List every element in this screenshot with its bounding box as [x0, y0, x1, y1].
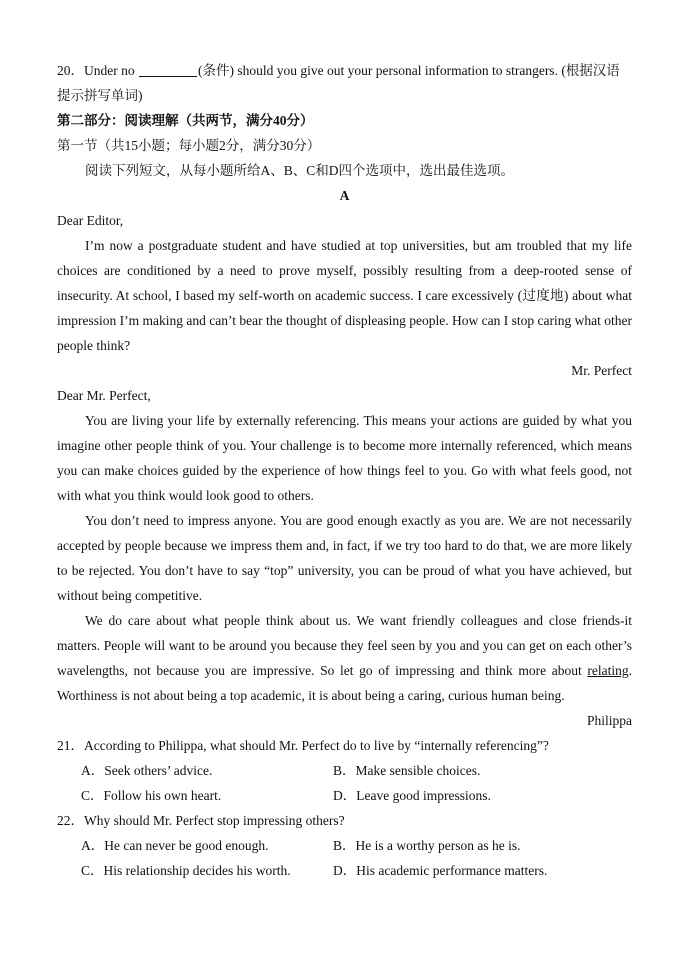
reply-paragraph-1: You are living your life by externally referencing. This means your actions are guided by what you imagine other people think of you. Your challenge is to become more internally referenced, which means you can make choices guided by the experience of how things feel to you. Go with what feels good, not with what you think would look good to others. [57, 413, 632, 503]
part2-title: 第二部分：阅读理解（共两节，满分40分） [57, 113, 314, 128]
reply-paragraph-3-end: . Worthiness is not about being a top academic, it is about being a caring, curious human being. [57, 663, 632, 703]
question-22-option-d[interactable]: D．His academic performance matters. [333, 863, 548, 878]
question-22-options-row2 [57, 858, 632, 883]
question-21-options-row1 [57, 758, 632, 783]
instruction-text: 阅读下列短文，从每小题所给A、B、C和D四个选项中，选出最佳选项。 [85, 163, 515, 178]
question-22-stem: 22．Why should Mr. Perfect stop impressing others? [57, 813, 345, 828]
question-22-option-b[interactable]: B．He is a worthy person as he is. [333, 838, 521, 853]
page-content [57, 58, 632, 883]
answer-blank[interactable] [139, 62, 197, 77]
question-21-option-d[interactable]: D．Leave good impressions. [333, 788, 491, 803]
section1-title: 第一节（共15小题；每小题2分，满分30分） [57, 138, 321, 153]
question-20-line2: 提示拼写单词) [57, 88, 143, 103]
passage-label: A [339, 188, 350, 203]
question-21-option-c[interactable]: C．Follow his own heart. [81, 788, 222, 803]
reply-paragraph-3-start: We do care about what people think about us. We want friendly colleagues and close friends-it matters. People will want to be around you because they feel seen by you and you can get on each other’s wavelengths, not because you are impressive. So let go of impressing and think more about [57, 613, 632, 678]
underlined-word-relating: relating [587, 663, 629, 678]
question-20 [57, 58, 632, 83]
question-22-option-a[interactable]: A．He can never be good enough. [81, 838, 269, 853]
letter-body: I’m now a postgraduate student and have studied at top universities, but am troubled that my life choices are conditioned by a need to prove myself, possibly resulting from a deep-rooted sense of insecurity. At school, I based my self-worth on academic success. I care excessively (过度地) about what impression I’m making and can’t bear the thought of displeasing people. How can I stop caring what other people think? [57, 238, 632, 353]
reply-salutation: Dear Mr. Perfect, [57, 388, 151, 403]
question-21-options-row2 [57, 783, 632, 808]
reply-paragraph-2: You don’t need to impress anyone. You are good enough exactly as you are. We are not necessarily accepted by people because we impress them and, in fact, if we try too hard to do that, we are more likely to be rejected. You don’t have to say “top” university, you can be proud of what you have achieved, but without being competitive. [57, 513, 632, 603]
question-22-option-c[interactable]: C．His relationship decides his worth. [81, 863, 291, 878]
question-22-options-row1 [57, 833, 632, 858]
letter-signature-mr-perfect: Mr. Perfect [571, 363, 632, 378]
question-20-hint: (条件) should you give out your personal information to strangers. (根据汉语 [198, 63, 620, 78]
reply-paragraph-3 [57, 608, 632, 708]
question-21-stem: 21．According to Philippa, what should Mr. Perfect do to live by “internally referencing”? [57, 738, 549, 753]
reply-signature-philippa: Philippa [586, 713, 632, 728]
letter-salutation-editor: Dear Editor, [57, 213, 124, 228]
question-21-option-a[interactable]: A．Seek others’ advice. [81, 763, 213, 778]
question-21-option-b[interactable]: B．Make sensible choices. [333, 763, 481, 778]
question-20-prefix: 20．Under no [57, 63, 138, 78]
